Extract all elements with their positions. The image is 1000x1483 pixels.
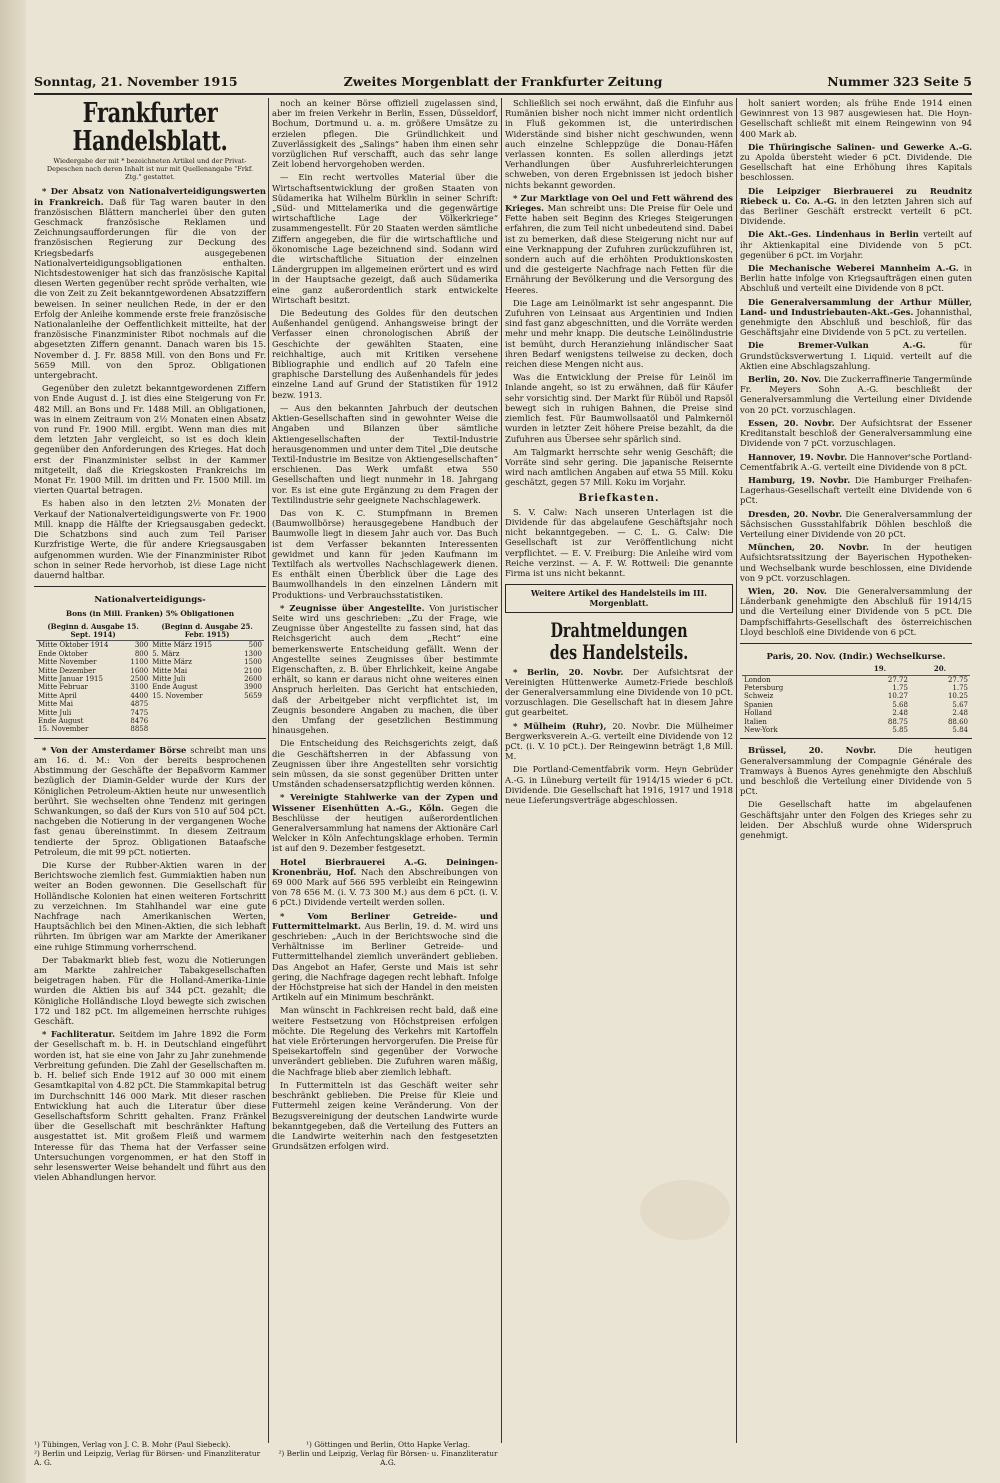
article-text: Die heutigen Generalversammlung der Compagnie Générale des Tramways à Buenos Ayres genehmigte den Abschluß und beschloß die Verteilung einer Dividende von 5 pCt. bbox=[740, 745, 972, 797]
table-cell: 2600 bbox=[244, 674, 262, 683]
table-cell bbox=[233, 717, 264, 725]
article-paragraph bbox=[505, 193, 733, 295]
table-cell: 88.60 bbox=[947, 717, 968, 726]
article-text: Die Gesellschaft hatte im abgelaufenen Geschäftsjahr unter den Folgen des Krieges sehr zu leiden. Der Abschluß wurde ohne Widerspruch genehmigt. bbox=[740, 799, 972, 841]
table-cell: Mitte Dezember bbox=[38, 666, 96, 675]
article-text: Seitdem im Jahre 1892 die Form der Gesellschaft m. b. H. in Deutschland eingeführt worden ist, hat sie eine von Jahr zu Jahr zunehmende Verbreitung gefunden. Die Zahl der Gesellschaften m. b. H. belief sich Ende 1912 auf 30 000 mit einem Gesamtkapital von 4.82 pCt. Die Stammkapital betrug im Durchschnitt 146 000 Mark. Mit dieser raschen Entwicklung hat auch die Literatur über diese Gesellschaftsform Schritt gehalten. Franz Fränkel über die Gesellschaft mit beschränkter Haftung ausgestattet ist. Mit großem Fleiß und warmem Interesse für das Thema hat der Verfasser seine Untersuchungen vorgenommen, er hat den Stoff in sehr lesenswerter Weise behandelt und führt aus den vielen Abhandlungen hervor. bbox=[34, 1029, 266, 1183]
article-paragraph bbox=[505, 447, 733, 488]
exchange-box bbox=[740, 643, 972, 739]
table-cell: 10.25 bbox=[947, 692, 968, 701]
table-row bbox=[36, 717, 264, 725]
footnote: ²) Berlin und Leipzig, Verlag für Börsen- und Finanzliteratur A. G. bbox=[34, 1449, 261, 1467]
article-lead: Die Leipziger Bierbrauerei zu Reudnitz Riebeck u. Co. A.-G. bbox=[740, 185, 972, 206]
boxed-note: Weitere Artikel des Handelsteils im III. Morgenblatt. bbox=[505, 584, 733, 612]
article-text: in den letzten Jahren sich auf das Berliner Geschäft erstreckt verteilt 6 pCt. Dividende. bbox=[740, 195, 972, 227]
table-cell: Ende August bbox=[152, 683, 198, 692]
table-cell bbox=[150, 725, 233, 733]
table-cell: Holland bbox=[744, 709, 772, 718]
table-cell: 4875 bbox=[130, 700, 149, 709]
article-text: Johannisthal, genehmigte den Abschluß und beschloß, für das Geschäftsjahr eine Dividende von 5 pCt. zu verteilen. bbox=[740, 306, 972, 338]
article-lead: * Von der Amsterdamer Börse bbox=[42, 744, 187, 755]
binding-edge bbox=[0, 0, 26, 1483]
table-cell: 5.85 bbox=[892, 726, 908, 734]
column-2 bbox=[272, 98, 498, 1438]
article-paragraph bbox=[740, 340, 972, 371]
article-text: für Grundstücksverwertung I. Liquid. verteilt auf die Aktien eine Abschlagszahlung. bbox=[740, 340, 972, 371]
article-list bbox=[505, 667, 733, 806]
table-cell: 1600 bbox=[130, 666, 149, 675]
article-paragraph bbox=[740, 452, 972, 472]
table-cell: Mitte Juli bbox=[152, 674, 186, 683]
article-text: Von juristischer Seite wird uns geschrieben: „Zu der Frage, wie Zeugnisse über Angestellte zu fassen sind, hat das Reichsgericht auch dem „Recht“ eine bemerkenswerte Entscheidung gefällt. Wenn der Angestellte seines Zeugnisses über bestimmte Eigenschaften, z. B. über Ehrlichkeit, keine Angabe erhält, so kann er daraus nicht ohne weiteres einen Anspruch herleiten. Das Gericht hat entschieden, daß der Arbeitgeber nicht verpflichtet ist, im Zeugnis besondere Angaben zu machen, die über den Umfang der gesetzlichen Bestimmung hinausgehen. bbox=[272, 602, 498, 736]
article-paragraph bbox=[272, 911, 498, 1003]
article-lead: * Fachliteratur. bbox=[42, 1029, 115, 1040]
masthead-title: Frankfurter Handelsblatt. bbox=[72, 98, 228, 157]
article-text: Die Generalversammlung der Länderbank genehmigte den Abschluß für 1914/15 und die Verteilung einer Dividende von 5 pCt. Die Dampfschiffahrts-Gesellschaft des österreichischen Lloyd beschloß eine Dividende von 6 pCt. bbox=[740, 585, 972, 637]
table-row bbox=[742, 692, 970, 700]
article-paragraph bbox=[272, 1080, 498, 1151]
article-lead: * Mülheim (Ruhr), bbox=[513, 720, 607, 731]
table-cell: Ende Oktober bbox=[38, 649, 88, 658]
article-paragraph bbox=[34, 1029, 266, 1182]
article-text: Am Talgmarkt herrschte sehr wenig Geschäft; die Vorräte sind sehr gering. Die japanische Reisernte wird nach amtlichen Angaben auf etwa 55 Mill. Koku geschätzt, gegen 57 Mill. Koku im Vorjahr. bbox=[505, 446, 733, 488]
article-paragraph bbox=[272, 172, 498, 305]
article-text: Die Entscheidung des Reichsgerichts zeigt, daß die Geschäftsherren in der Abfassung von Zeugnissen über ihre Angestellten sehr vorsichtig sein müssen, da sie sonst gegenüber Dritten unter Umständen schadensersatzpflichtig werden können. bbox=[272, 738, 498, 790]
article-paragraph bbox=[740, 799, 972, 840]
exchange-title: Paris, 20. Nov. (Indir.) Wechselkurse. bbox=[766, 651, 946, 662]
table-row bbox=[36, 667, 264, 675]
article-lead: Hamburg, 19. Novbr. bbox=[748, 474, 851, 485]
table-cell bbox=[150, 717, 233, 725]
table-cell: 2.48 bbox=[952, 709, 968, 718]
table-cell bbox=[150, 700, 233, 708]
table-row bbox=[36, 700, 264, 708]
article-text: — Ein recht wertvolles Material über die Wirtschaftsentwicklung der großen Staaten von Südamerika hat Wilhelm Bürklin in seiner Schrift: „Süd- und Mittelamerika und die gegenwärtige wirtschaftliche Lage der Völkerkriege“ zusammengestellt. Für 20 Staaten werden sämtliche Ziffern angegeben, die für die wirtschaftliche und ökonomische Lage bezeichnend sind. Sodann wird die wirtschaftliche Situation der einzelnen Ländergruppen im allgemeinen erörtert und es wird in der Hauptsache gezeigt, daß auch Südamerika eine ganz außerordentlich stark entwickelte Wirtschaft besitzt. bbox=[272, 172, 498, 305]
table-cell: 3900 bbox=[244, 683, 262, 692]
article-paragraph bbox=[505, 667, 733, 718]
article-paragraph bbox=[740, 374, 972, 415]
table-cell: 27.75 bbox=[947, 675, 968, 684]
article-text: Schließlich sei noch erwähnt, daß die Einfuhr aus Rumänien bisher noch nicht immer nicht ordentlich in Fluß gekommen ist, die unterirdischen Widerstände sind bisher nicht geschwunden, wenn auch einzelne Schleppzüge die Donau-Häfen verlassen konnten. Es sollen allerdings jetzt Verhandlungen über Ausfuhrerleichterungen schweben, von deren Ergebnissen ist jedoch bisher nichts bekannt geworden. bbox=[505, 98, 733, 190]
exchange-table bbox=[742, 664, 970, 734]
table-row bbox=[36, 641, 264, 650]
article-text: Das von K. C. Stumpfmann in Bremen (Baumwollbörse) herausgegebene Handbuch der Baumwolle liegt in diesem Jahr auch vor. Das Buch ist dem Verfasser bekannten Interessenten gewidmet und kann für jeden Kaufmann im Textilfach als wertvolles Nachschlagewerk dienen. Es enthält einen Überblick über die Lage des Baumwollhandels in den einzelnen Ländern mit Produktions- und Verbrauchsstatistiken. bbox=[272, 507, 498, 600]
article-paragraph bbox=[505, 721, 733, 762]
table-cell bbox=[150, 709, 233, 717]
article-text: — Aus den bekannten Jahrbuch der deutschen Aktien-Gesellschaften sind in gewohnter Weise die Angaben und Bilanzen über sämtliche Aktiengesellschaften der Textil-Industrie herausgenommen und unter dem Titel „Die deutsche Textil-Industrie im Besitze von Aktiengesellschaften“ erschienen. Das Werk umfaßt etwa 550 Gesellschaften und liegt nunmehr in 18. Jahrgang vor. Es ist eine gute Ergänzung zu dem Fragen der Textilindustrie sehr geeignete Nachschlagewerk. bbox=[272, 402, 498, 505]
article-paragraph bbox=[740, 542, 972, 583]
article-paragraph bbox=[272, 603, 498, 736]
table-cell: Mitte Mai bbox=[152, 666, 188, 675]
article-text: Gegen die Beschlüsse der heutigen außerordentlichen Generalversammlung hat namens der Aktionäre Carl Welcker in Köln Anfechtungsklage erhoben. Termin ist auf den 9. Dezember festgesetzt. bbox=[272, 802, 498, 854]
header-rule bbox=[34, 93, 972, 95]
article-paragraph bbox=[505, 298, 733, 369]
table-cell: 5659 bbox=[244, 691, 262, 700]
article-text: Die Portland-Cementfabrik vorm. Heyn Gebrüder A.-G. in Lüneburg verteilt für 1914/15 wieder 6 pCt. Dividende. Die Gesellschaft hat 1916, 1917 und 1918 neue Lieferungsverträge abgeschlossen. bbox=[505, 764, 733, 805]
table-cell: 15. November bbox=[152, 691, 203, 700]
table-cell: Mitte März bbox=[152, 658, 192, 667]
table-cell: London bbox=[744, 675, 771, 684]
article-lead: Die Bremer-Vulkan A.-G. bbox=[748, 340, 926, 351]
article-paragraph bbox=[34, 860, 266, 952]
table-cell: 1100 bbox=[130, 658, 149, 667]
table-row bbox=[742, 726, 970, 734]
article-list bbox=[34, 745, 266, 1183]
table-cell: Petersburg bbox=[744, 683, 784, 692]
footnotes-col2 bbox=[274, 1440, 502, 1467]
column-4 bbox=[740, 98, 972, 1438]
table-cell bbox=[233, 709, 264, 717]
column-rule bbox=[501, 98, 502, 1443]
table-title: Nationalverteidigungs- bbox=[94, 595, 206, 606]
table-header: (Beginn d. Ausgabe 15. Sept. 1914) bbox=[36, 622, 150, 641]
table-cell: 1.75 bbox=[952, 683, 968, 692]
article-paragraph bbox=[740, 263, 972, 294]
article-list bbox=[740, 98, 972, 637]
article-paragraph bbox=[740, 418, 972, 449]
briefkasten-title: Briefkasten. bbox=[578, 492, 660, 504]
article-text: In der heutigen Aufsichtsratssitzung der Bayerischen Hypotheken- und Wechselbank wurde beschlossen, eine Dividende von 9 pCt. vorzuschlagen. bbox=[740, 542, 972, 583]
table-cell: Mitte Februar bbox=[38, 683, 88, 692]
table-cell: 1500 bbox=[244, 658, 262, 667]
article-lead: * Der Absatz von Nationalverteidigungswerten in Frankreich. bbox=[34, 186, 266, 207]
table-row bbox=[36, 725, 264, 733]
article-text: zu Apolda übersteht wieder 6 pCt. Dividende. Die Gesellschaft hat eine Erhöhung ihres Kapitals beschlossen. bbox=[740, 152, 972, 183]
table-cell: 1300 bbox=[244, 649, 262, 658]
footnotes-col1 bbox=[34, 1440, 266, 1467]
table-row bbox=[742, 684, 970, 692]
table-cell: Mitte März 1915 bbox=[152, 641, 213, 650]
article-paragraph bbox=[34, 955, 266, 1026]
table-row bbox=[742, 675, 970, 684]
article-text: in Berlin hatte infolge von Kriegsaufträgen einen guten Abschluß und verteilt eine Dividende von 8 pCt. bbox=[740, 263, 972, 294]
article-lead: * Zeugnisse über Angestellte. bbox=[280, 602, 425, 613]
article-lead: Dresden, 20. Novbr. bbox=[748, 508, 843, 519]
table-subtitle: Bons (in Mill. Franken) 5% Obligationen bbox=[65, 609, 235, 619]
footnote: ¹) Tübingen, Verlag von J. C. B. Mohr (Paul Siebeck). bbox=[34, 1440, 231, 1449]
table-cell bbox=[233, 700, 264, 708]
table-cell: 2.48 bbox=[892, 709, 908, 718]
table-header bbox=[742, 664, 850, 675]
table-body bbox=[36, 641, 264, 734]
article-paragraph bbox=[272, 98, 498, 169]
article-paragraph bbox=[740, 142, 972, 183]
table-cell: 5.84 bbox=[952, 726, 968, 734]
article-paragraph bbox=[272, 792, 498, 853]
article-text: Die Hannover'sche Portland-Cementfabrik A.-G. verteilt eine Dividende von 8 pCt. bbox=[740, 451, 972, 472]
article-paragraph bbox=[272, 1005, 498, 1076]
article-lead: Berlin, 20. Nov. bbox=[748, 374, 822, 385]
table-cell: Mitte Juli bbox=[38, 708, 72, 717]
article-text: In Futtermitteln ist das Geschäft weiter sehr beschränkt geblieben. Die Preise für Kleie und Futtermehl zeigen keine Veränderung. Von der Bezugsvereinigung der deutschen Landwirte wurde bekanntgegeben, daß die Verteilung des Futters an die Landwirte weiterhin nach den festgesetzten Grundsätzen erfolgen wird. bbox=[272, 1079, 498, 1152]
table-cell: Spanien bbox=[744, 700, 773, 709]
table-cell: 8858 bbox=[130, 725, 149, 734]
article-lead: Essen, 20. Novbr. bbox=[748, 417, 835, 428]
table-cell bbox=[233, 725, 264, 733]
table-cell: 5. März bbox=[152, 649, 180, 658]
table-row bbox=[742, 701, 970, 709]
article-paragraph bbox=[505, 764, 733, 805]
table-cell: Mitte November bbox=[38, 658, 97, 667]
article-paragraph bbox=[34, 745, 266, 857]
table-cell: 5.67 bbox=[952, 700, 968, 709]
article-paragraph bbox=[34, 498, 266, 580]
article-text: noch an keiner Börse offiziell zugelassen sind, aber im freien Verkehr in Berlin, Essen, Düsseldorf, Bochum, Dortmund u. a. m. größere Umsätze zu erzielen pflegen. Die Gründlichkeit und Zuverlässigkeit des „Salings“ haben ihm einen sehr vorzüglichen Ruf verschafft, auch das sehr lange Zeit lobend hervorgehoben werden. bbox=[272, 98, 498, 170]
table-cell: 5.68 bbox=[892, 700, 908, 709]
masthead-note: Wiedergabe der mit * bezeichneten Artikel und der Privat-Depeschen nach deren Inhalt ist nur mit Quellenangabe "Frkf. Ztg." gestattet. bbox=[46, 157, 254, 181]
article-paragraph bbox=[272, 403, 498, 505]
article-paragraph bbox=[34, 186, 266, 380]
article-text: Der Aufsichtsrat der Vereinigten Hüttenwerke Aumetz-Friede beschloß der Generalversammlung eine Dividende von 10 pCt. vorzuschlagen. Die Gesellschaft hat in diesem Jahre gut gearbeitet. bbox=[505, 666, 733, 718]
table-cell: 27.72 bbox=[887, 675, 908, 684]
article-text: Die Lage am Leinölmarkt ist sehr angespannt. Die Zufuhren von Leinsaat aus Argentinien und Indien sind fast ganz abgeschnitten, und die Vorräte werden mehr und mehr knapp. Die deutsche Leinölindustrie ist bemüht, durch Heranziehung inländischer Saat ihren Bedarf wenigstens teilweise zu decken, doch reichen diese Mengen nicht aus. bbox=[505, 297, 733, 370]
column-3 bbox=[505, 98, 733, 1438]
column-rule bbox=[268, 98, 269, 1443]
table-cell: 15. November bbox=[38, 725, 89, 734]
table-row bbox=[36, 650, 264, 658]
article-lead: Hannover, 19. Novbr. bbox=[748, 451, 848, 462]
article-text: Der Aufsichtsrat der Essener Kreditanstalt beschloß der Generalversammlung eine Dividende von 7 pCt. vorzuschlagen. bbox=[740, 417, 972, 449]
table-row bbox=[742, 718, 970, 726]
article-list bbox=[505, 98, 733, 488]
drahtmeldungen-title: Drahtmeldungen des Handelsteils. bbox=[549, 617, 689, 664]
bonds-table bbox=[36, 622, 264, 734]
table-cell: Mitte Mai bbox=[38, 700, 73, 709]
article-paragraph bbox=[740, 186, 972, 227]
article-lead: Wien, 20. Nov. bbox=[748, 585, 827, 596]
footnote: ²) Berlin und Leipzig, Verlag für Börsen- u. Finanzliteratur A.G. bbox=[278, 1449, 498, 1467]
table-row bbox=[36, 692, 264, 700]
article-text: Was die Entwicklung der Preise für Leinöl im Inlande angeht, so ist zu erwähnen, daß für Käufer sehr vorsichtig sind. Der Markt für Rüböl und Rapsöl bewegt sich in ruhigen Bahnen, die Preise sind ziemlich fest. Für Baumwollsaatöl und Palmkernöl wurden in letzter Zeit höhere Preise bezahlt, da die Zufuhren aus Übersee sehr spärlich sind. bbox=[505, 372, 733, 444]
article-lead: * Vereinigte Stahlwerke van der Zypen und Wissener Eisenhütten A.-G., Köln. bbox=[272, 792, 498, 813]
page-header bbox=[34, 72, 972, 92]
article-lead: Die Thüringische Salinen- und Gewerke A.-G. bbox=[748, 141, 972, 152]
article-paragraph bbox=[272, 738, 498, 789]
table-cell: Schweiz bbox=[744, 692, 774, 701]
column-1 bbox=[34, 98, 266, 1438]
table-cell: 3100 bbox=[130, 683, 149, 692]
article-lead: * Vom Berliner Getreide- und Futtermittelmarkt. bbox=[272, 910, 498, 931]
article-lead: Brüssel, 20. Novbr. bbox=[748, 745, 877, 756]
article-text: Die Zuckerraffinerie Tangermünde Fr. Meyers Sohn A.-G. beschließt der Generalversammlung die Verteilung einer Dividende von 20 pCt. vorzuschlagen. bbox=[740, 374, 972, 415]
table-cell: 88.75 bbox=[887, 717, 908, 726]
table-cell: 800 bbox=[134, 649, 149, 658]
article-lead: Die Akt.-Ges. Lindenhaus in Berlin bbox=[748, 229, 919, 240]
table-row bbox=[36, 709, 264, 717]
article-paragraph bbox=[740, 745, 972, 796]
table-cell: 2500 bbox=[130, 674, 149, 683]
table-body bbox=[742, 675, 970, 734]
article-text: Es haben also in den letzten 2½ Monaten der Verkauf der Nationalverteidigungswerte von Fr. 1900 Mill. knapp die Hälfte der Kriegsausgaben gedeckt. Die Schatzbons sind auch zum Teil Pariser Kurzfristige Werte, die für andere Kriegsausgaben aufgenommen wurden. Wie der Finanzminister Ribot schon in seiner Rede hervorhob, ist diese Lage nicht dauernd haltbar. bbox=[34, 498, 266, 580]
article-list bbox=[34, 186, 266, 580]
table-cell: 2100 bbox=[244, 666, 262, 675]
table-cell: 8476 bbox=[130, 716, 149, 725]
article-paragraph bbox=[272, 508, 498, 600]
table-cell: Italien bbox=[744, 717, 767, 726]
table-cell: Mitte Oktober 1914 bbox=[38, 641, 109, 650]
table-row bbox=[36, 675, 264, 683]
table-row bbox=[742, 709, 970, 717]
table-cell: 500 bbox=[248, 641, 262, 650]
table-cell: Ende August bbox=[38, 716, 84, 725]
article-text: Die Bedeutung des Goldes für den deutschen Außenhandel genügend. Anhangsweise bringt der Verfasser einen chronologischen Abriß der Geschichte der gewählten Staaten, eine reichhaltige, auch mit Kritiken versehene Bibliographie und endlich auf 20 Tafeln eine graphische Darstellung des Außenhandels für jedes einzelne Land auf Grund der Statistiken für 1912 bezw. 1913. bbox=[272, 308, 498, 400]
article-text: Gegenüber den zuletzt bekanntgewordenen Ziffern von Ende August d. J. ist dies eine Steigerung von Fr. 482 Mill. an Bons und Fr. 1488 Mill. an Obligationen, was in einem Zeitraum von 2½ Monaten einen Absatz von rund Fr. 1900 Mill. ergibt. Wenn man dies mit dem letzten Jahr vergleicht, so ist es doch klein gegenüber den Anforderungen des Krieges. Hat doch erst der Finanzminister selbst in der Kammer mitgeteilt, daß die Kriegskosten Frankreichs im Monat Fr. 1900 Mill. im dritten und Fr. 1500 Mill. im vierten Quartal betragen. bbox=[34, 383, 266, 496]
table-cell: Mitte Januar 1915 bbox=[38, 674, 103, 683]
article-text: Der Tabakmarkt blieb fest, wozu die Notierungen am Markte zahlreicher Tabakgesellschaften beigetragen haben. Für die Holland-Amerika-Linie wurden die Aktien bis auf 344 pCt. gezahlt; die Königliche Holländische Lloyd bewegte sich zwischen 172 und 182 pCt. Im allgemeinen herrschte ruhiges Geschäft. bbox=[34, 954, 266, 1027]
table-cell: 300 bbox=[134, 641, 149, 650]
table-cell: 7475 bbox=[130, 708, 149, 717]
article-lead: Hotel Bierbrauerei A.-G. Deiningen-Kronenbräu, Hof. bbox=[272, 856, 498, 877]
column-rule bbox=[736, 98, 737, 1443]
article-text: Die Hamburger Freihafen-Lagerhaus-Gesellschaft verteilt eine Dividende von 6 pCt. bbox=[740, 474, 972, 506]
table-cell: 4400 bbox=[130, 691, 149, 700]
article-text: Daß für Tag waren bauter in den französischen Blättern mancherlei über den guten Geschmack französische Reklamen und Zeichnungsaufforderungen für die von der französischen Regierung zur Deckung des Kriegsbedarfs ausgegebenen Nationalverteidigungsobligationen enthalten. Nichtsdestoweniger hat sich das französische Kapital diesen Werten gegenüber recht spröde verhalten, wie die von Zeit zu Zeit bekanntgewordenen Absatzziffern beweisen. In seiner neulichen Rede, in der er den Erfolg der Anleihe kommende erste freie französische Nationalanleihe der Oeffentlichkeit mitteilte, hat der französische Finanzminister Ribot nochmals auf die abgesetzten Ziffern genannt. Danach waren bis 15. November d. J. Fr. 8858 Mill. von den Bons und Fr. 5659 Mill. von den 5proz. Obligationen untergebracht. bbox=[34, 196, 266, 381]
header-date: Sonntag, 21. November 1915 bbox=[34, 74, 238, 89]
article-paragraph bbox=[272, 857, 498, 908]
article-lead: * Berlin, 20. Novbr. bbox=[513, 666, 624, 677]
article-lead: München, 20. Novbr. bbox=[748, 542, 869, 553]
footnote: ¹) Göttingen und Berlin, Otto Hapke Verlag. bbox=[306, 1440, 470, 1449]
table-header: 19. bbox=[850, 664, 910, 675]
header-edition: Zweites Morgenblatt der Frankfurter Zeitung bbox=[343, 74, 663, 89]
table-cell: Mitte April bbox=[38, 691, 77, 700]
table-header: (Beginn d. Ausgabe 25. Febr. 1915) bbox=[150, 622, 264, 641]
article-list bbox=[740, 745, 972, 840]
table-cell: 1.75 bbox=[892, 683, 908, 692]
article-paragraph bbox=[740, 586, 972, 637]
article-text: holt saniert worden; als frühe Ende 1914 einen Gewinnrest von 13 987 ausgewiesen hat. Die Hoyn-Gesellschaft schließt mit einem Reingewinn von 94 400 Mark ab. bbox=[740, 98, 972, 139]
article-paragraph bbox=[505, 98, 733, 190]
table-row bbox=[36, 658, 264, 666]
article-text: Man schreibt uns: Die Preise für Oele und Fette haben seit Beginn des Krieges Steigerungen erfahren, die zum Teil nicht unbedeutend sind. Dabei ist zu bemerken, daß diese Steigerung nicht nur auf eine Verknappung der Zufuhren zurückzuführen ist, sondern auch auf die erhöhten Produktionskosten und die gesteigerte Nachfrage nach Fetten für die Ernährung der Bevölkerung und die Versorgung des Heeres. bbox=[505, 203, 733, 295]
article-paragraph bbox=[740, 229, 972, 260]
article-paragraph bbox=[740, 98, 972, 139]
article-text: Nach den Abschreibungen von 69 000 Mark auf 566 595 verbleibt ein Reingewinn von 78 656 M. (i. V. 73 300 M.) aus dem 6 pCt. (i. V. 6 pCt.) Dividende verteilt werden sollen. bbox=[272, 866, 498, 908]
article-paragraph bbox=[740, 475, 972, 506]
article-paragraph bbox=[272, 308, 498, 400]
header-number: Nummer 323 Seite 5 bbox=[827, 74, 972, 89]
article-text: Aus Berlin, 19. d. M. wird uns geschrieben: „Auch in der Berichtswoche sind die Verhältnisse im Berliner Getreide- und Futtermittelhandel ziemlich unverändert geblieben. Das Angebot an Hafer, Gerste und Mais ist sehr gering, die Nachfrage dagegen recht lebhaft. Infolge der Höchstpreise hat sich der Handel in den meisten Artikeln auf ein Minimum beschränkt. bbox=[272, 920, 498, 1003]
article-text: Die Kurse der Rubber-Aktien waren in der Berichtswoche ziemlich fest. Gummiaktien haben nun weiter an Boden gewonnen. Die Gesellschaft für Holländische Kolonien hat einen weiteren Fortschritt zu verzeichnen. Im Stahlhandel war eine gute Nachfrage nach Amerikanischen Werten, Hauptsächlich bei den Minen-Aktien, die sich lebhaft rührten. Im übrigen war am Markte der Amerikaner eine ruhige Stimmung vorherrschend. bbox=[34, 860, 266, 952]
article-text: Die Generalversammlung der Sächsischen Gussstahlfabrik Döhlen beschloß die Verteilung einer Dividende von 20 pCt. bbox=[740, 508, 972, 539]
article-text: 20. Novbr. Die Mülheimer Bergwerksverein A.-G. verteilt eine Dividende von 12 pCt. (i. V. 10 pCt.). Der Reingewinn beträgt 1,8 Mill. M. bbox=[505, 720, 733, 762]
article-lead: Die Generalversammlung der Arthur Müller, Land- und Industriebauten-Akt.-Ges. bbox=[740, 296, 972, 317]
table-header: 20. bbox=[910, 664, 970, 675]
briefkasten-text: S. V. Calw: Nach unseren Unterlagen ist die Dividende für das abgelaufene Geschäftsjahr noch nicht bekanntgegeben. — C. L. G. Calw: Die Gesellschaft ist zur Veröffentlichung nicht verpflichtet. — E. V. Freiburg: Die Anleihe wird vom Reiche verzinst. — A. F. W. Rottweil: Die genannte Firma ist uns nicht bekannt. bbox=[505, 506, 733, 578]
article-paragraph bbox=[505, 372, 733, 443]
article-lead: * Zur Marktlage von Oel und Fett während des Krieges. bbox=[505, 192, 733, 214]
article-paragraph bbox=[740, 509, 972, 540]
article-paragraph bbox=[740, 297, 972, 338]
article-lead: Die Mechanische Weberei Mannheim A.-G. bbox=[748, 263, 959, 274]
article-text: verteilt auf ihr Aktienkapital eine Dividende von 5 pCt. gegenüber 6 pCt. im Vorjahr. bbox=[740, 229, 972, 260]
table-cell: New-York bbox=[744, 726, 778, 734]
article-text: Man wünscht in Fachkreisen recht bald, daß eine weitere Festsetzung von Höchstpreisen erfolgen möchte. Die Regelung des Verkehrs mit Kartoffeln hat viele Erörterungen hervorgerufen. Die Preise für Speisekartoffeln sind gegenüber der Vorwoche unverändert geblieben. Die Zufuhren waren mäßig, die Nachfrage blieb aber ziemlich lebhaft. bbox=[272, 1005, 498, 1077]
article-list bbox=[272, 98, 498, 1151]
bonds-table-box bbox=[34, 586, 266, 739]
article-text: schreibt man uns am 16. d. M.: Von der bereits besprochenen Abstimmung der Geschäfte der Bepaßvorm Kammer bezüglich der Diamin-Gelder wurde der Kurs der Königlichen Petroleum-Aktien heute nur unwesentlich berührt. Sie wechselten ohne Tendenz mit geringen Schwankungen, so daß der Kurs von 510 auf 504 pCt. nachgeben die Notierung in der vergangenen Woche fast genau übereinstimmt. In diesem Zeitraum tendierte der 5proz. Obligationen Bataafsche Petroleum, die mit 99 pCt. notierten. bbox=[34, 744, 266, 857]
table-row bbox=[36, 683, 264, 691]
article-paragraph bbox=[34, 383, 266, 495]
table-cell: 10.27 bbox=[887, 692, 908, 701]
